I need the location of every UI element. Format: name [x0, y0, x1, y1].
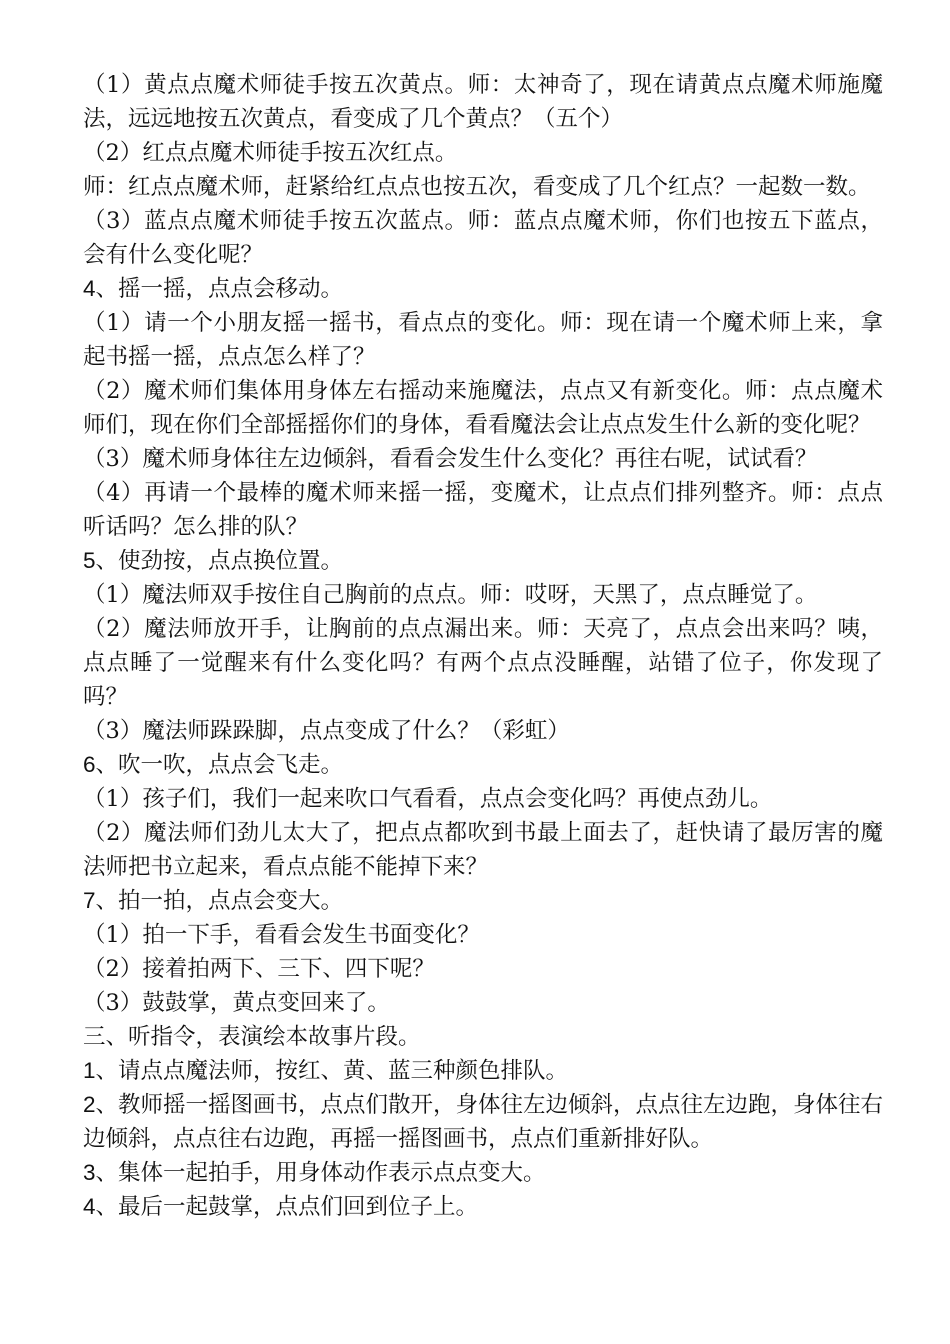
paragraph-lean-left-right: （3）魔术师身体往左边倾斜，看看会发生什么变化？再往右呢，试试看？ [83, 446, 818, 472]
step-line-up-colors: 1、请点点魔法师，按红、黄、蓝三种颜色排队。 [83, 1058, 569, 1083]
document-page [83, 68, 883, 1224]
section-heading-clap: 7、拍一拍，点点会变大。 [83, 888, 344, 913]
paragraph-red-dot-magician: （2）红点点魔术师徒手按五次红点。 [83, 140, 458, 166]
section-heading-perform: 三、听指令，表演绘本故事片段。 [83, 1024, 421, 1050]
paragraph-blow-too-hard: （2）魔法师们劲儿太大了，把点点都吹到书最上面去了，赶快请了最厉害的魔法师把书立起来，看点点能不能掉下来？ [83, 820, 883, 880]
paragraph-uncover-dots: （2）魔法师放开手，让胸前的点点漏出来。师：天亮了，点点会出来吗？咦，点点睡了一觉醒来有什么变化吗？有两个点点没睡醒，站错了位子，你发现了吗？ [83, 616, 883, 710]
paragraph-cover-dots: （1）魔法师双手按住自己胸前的点点。师：哎呀，天黑了，点点睡觉了。 [83, 582, 818, 608]
paragraph-shake-book: （1）请一个小朋友摇一摇书，看点点的变化。师：现在请一个魔术师上来，拿起书摇一摇，点点怎么样了？ [83, 310, 883, 370]
section-heading-blow: 6、吹一吹，点点会飞走。 [83, 752, 344, 777]
paragraph-blue-dot-magician: （3）蓝点点魔术师徒手按五次蓝点。师：蓝点点魔术师，你们也按五下蓝点，会有什么变化呢？ [83, 208, 883, 268]
paragraph-shake-body: （2）魔术师们集体用身体左右摇动来施魔法，点点又有新变化。师：点点魔术师们，现在你们全部摇摇你们的身体，看看魔法会让点点发生什么新的变化呢？ [83, 378, 883, 438]
step-final-applause: 4、最后一起鼓掌，点点们回到位子上。 [83, 1194, 479, 1219]
paragraph-yellow-dot-magician: （1）黄点点魔术师徒手按五次黄点。师：太神奇了，现在请黄点点魔术师施魔法，远远地按五次黄点，看变成了几个黄点？（五个） [83, 72, 883, 132]
paragraph-teacher-red-dot: 师：红点点魔术师，赶紧给红点点也按五次，看变成了几个红点？一起数一数。 [83, 174, 871, 200]
step-shake-picture-book: 2、教师摇一摇图画书，点点们散开，身体往左边倾斜，点点往左边跑，身体往右边倾斜，点点往右边跑，再摇一摇图画书，点点们重新排好队。 [83, 1092, 884, 1151]
paragraph-clap-once: （1）拍一下手，看看会发生书面变化？ [83, 922, 480, 948]
paragraph-stamp-feet: （3）魔法师跺跺脚，点点变成了什么？（彩虹） [83, 718, 570, 744]
paragraph-applause: （3）鼓鼓掌，黄点变回来了。 [83, 990, 390, 1016]
paragraph-blow-air: （1）孩子们，我们一起来吹口气看看，点点会变化吗？再使点劲儿。 [83, 786, 773, 812]
paragraph-line-up-dots: （4）再请一个最棒的魔术师来摇一摇，变魔术，让点点们排列整齐。师：点点听话吗？怎么排的队？ [83, 480, 883, 540]
paragraph-clap-more: （2）接着拍两下、三下、四下呢？ [83, 956, 435, 982]
section-heading-press: 5、使劲按，点点换位置。 [83, 548, 344, 573]
step-group-clap: 3、集体一起拍手，用身体动作表示点点变大。 [83, 1160, 546, 1185]
section-heading-shake: 4、摇一摇，点点会移动。 [83, 276, 344, 301]
